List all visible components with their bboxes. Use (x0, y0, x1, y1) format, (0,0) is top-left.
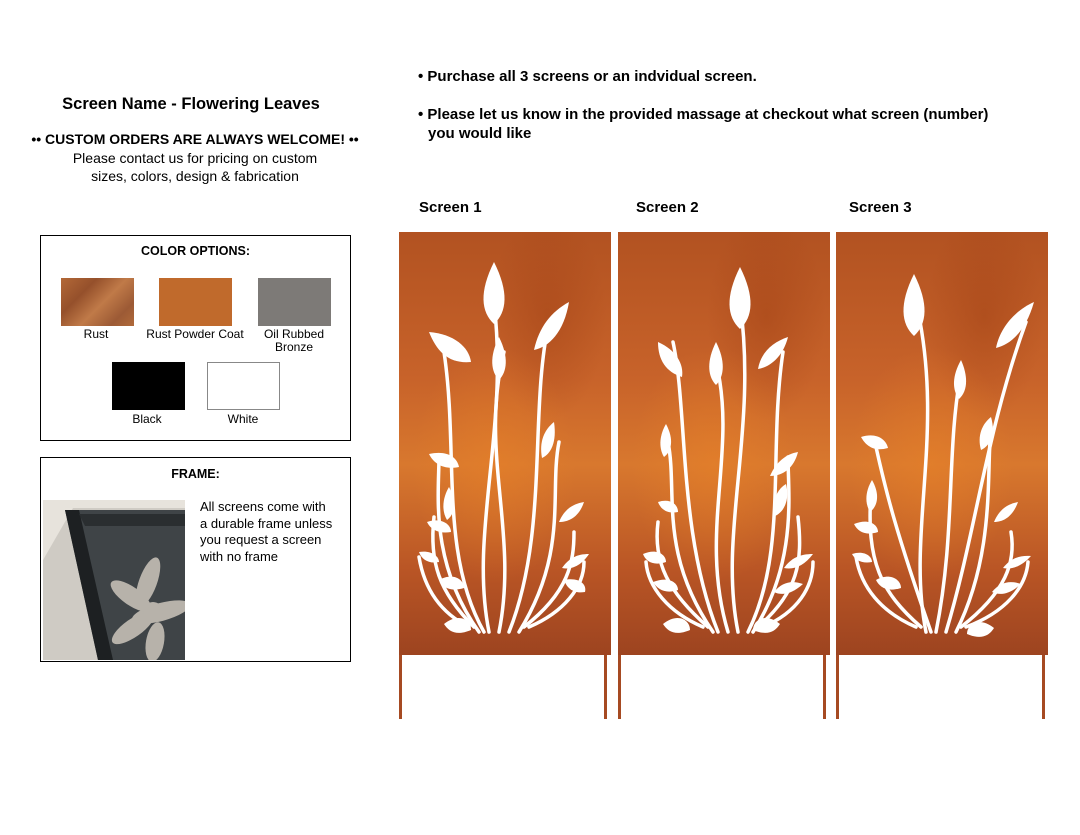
screen-1-panel[interactable] (399, 232, 611, 655)
screen-1-label: Screen 1 (419, 199, 482, 216)
frame-description-line-2: a durable frame unless (200, 515, 333, 531)
frame-description (200, 499, 348, 565)
swatch-label-black: Black (132, 412, 162, 426)
swatch-rust-powder-coat[interactable] (159, 278, 232, 326)
color-options-box (40, 235, 351, 441)
instruction-bullet-2-line-2: you would like (428, 125, 532, 142)
swatch-oil-rubbed-bronze[interactable] (258, 278, 331, 326)
screen-1-right-leg (604, 655, 607, 719)
swatch-label-oil-rubbed-bronze: Oil Rubbed Bronze (263, 327, 325, 354)
swatch-black[interactable] (112, 362, 185, 410)
frame-title: FRAME: (171, 467, 220, 481)
screen-3-panel[interactable] (836, 232, 1048, 655)
instruction-bullet-2-line-1: • Please let us know in the provided massage at checkout what screen (number) (418, 106, 989, 123)
instruction-bullet-1: • Purchase all 3 screens or an indvidual screen. (418, 68, 757, 85)
color-options-title: COLOR OPTIONS: (140, 244, 251, 258)
contact-line-2: sizes, colors, design & fabrication (91, 168, 299, 184)
screen-2-leaf-pattern (618, 232, 830, 655)
screen-1-leaf-pattern (399, 232, 611, 655)
swatch-label-rust-powder-coat: Rust Powder Coat (146, 327, 244, 341)
screen-2-left-leg (618, 655, 621, 719)
frame-description-line-4: with no frame (200, 548, 279, 564)
contact-line-1: Please contact us for pricing on custom (72, 150, 318, 166)
frame-description-line-1: All screens come with (200, 499, 326, 514)
screen-3-left-leg (836, 655, 839, 719)
screen-name-title: Screen Name - Flowering Leaves (62, 95, 320, 113)
screen-3-label: Screen 3 (849, 199, 912, 216)
instruction-bullet-2 (418, 105, 1058, 143)
swatch-rust[interactable] (61, 278, 134, 326)
screen-2-right-leg (823, 655, 826, 719)
swatch-label-white: White (227, 412, 259, 426)
frame-description-line-3: you request a screen (200, 532, 322, 547)
custom-orders-heading: •• CUSTOM ORDERS ARE ALWAYS WELCOME! •• (31, 131, 359, 147)
frame-photo (43, 500, 185, 660)
screen-1-left-leg (399, 655, 402, 719)
swatch-white[interactable] (207, 362, 280, 410)
screen-2-label: Screen 2 (636, 199, 699, 216)
screen-3-leaf-pattern (836, 232, 1048, 655)
swatch-label-rust: Rust (83, 327, 109, 341)
screen-2-panel[interactable] (618, 232, 830, 655)
screen-3-right-leg (1042, 655, 1045, 719)
